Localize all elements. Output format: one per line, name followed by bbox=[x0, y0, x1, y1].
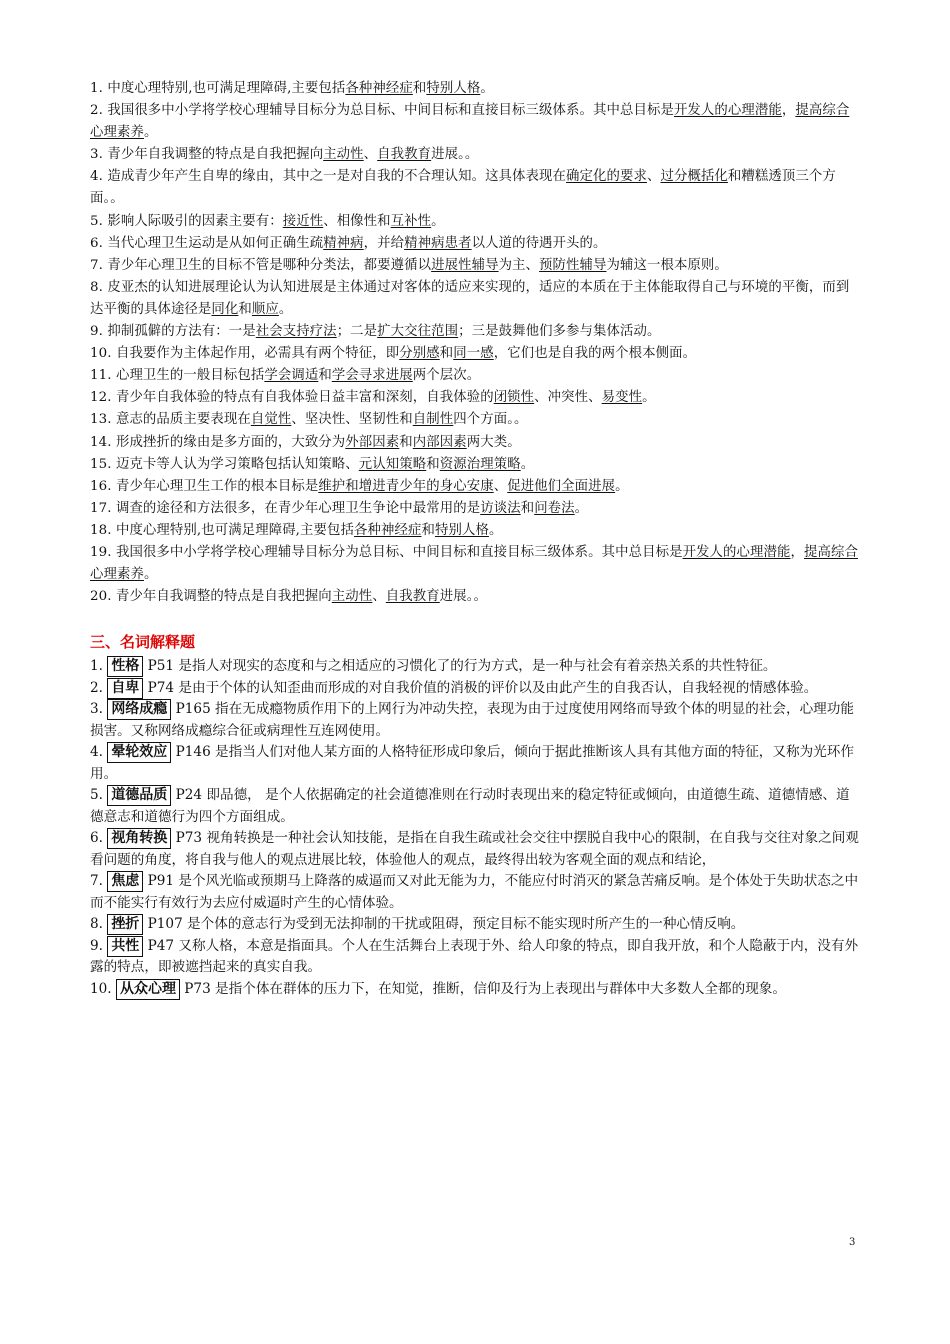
answer-underlined: 外部因素 bbox=[345, 434, 400, 450]
answer-underlined: 过分概括化 bbox=[660, 169, 728, 185]
document-page bbox=[90, 78, 860, 1000]
answer-underlined: 分别感 bbox=[399, 346, 440, 362]
definition-number: 7. bbox=[90, 873, 103, 890]
definition-text: P51 是指人对现实的态度和与之相适应的习惯化了的行为方式，是一种与社会有着亲热关系的共性特征。 bbox=[143, 658, 777, 675]
answer-underlined: 提高综合心理素养 bbox=[90, 103, 850, 141]
definition-term: 晕轮效应 bbox=[107, 742, 171, 763]
item-text: ，它们也是自我的两个根本侧面。 bbox=[493, 346, 697, 362]
item-text: 18. 中度心理特别,也可满足理障碍,主要包括 bbox=[90, 522, 355, 538]
definition-item bbox=[90, 656, 860, 678]
answer-underlined: 促进他们全面进展 bbox=[507, 478, 616, 494]
fill-item bbox=[90, 476, 860, 498]
item-text: 7. 青少年心理卫生的目标不管是哪种分类法，都要遵循以 bbox=[90, 257, 432, 273]
item-text: 、坚决性、坚韧性和 bbox=[291, 412, 413, 428]
item-text: 、 bbox=[646, 169, 661, 185]
definition-number: 5. bbox=[90, 787, 103, 804]
definition-term: 挫折 bbox=[107, 914, 143, 935]
item-text: 、 bbox=[372, 589, 386, 605]
item-text: 2. 我国很多中小学将学校心理辅导目标分为总目标、中间目标和直接目标三级体系。其中总目标是 bbox=[90, 103, 674, 119]
fill-item bbox=[90, 277, 860, 321]
answer-underlined: 易变性 bbox=[601, 390, 643, 406]
page-number: 3 bbox=[849, 1237, 856, 1248]
answer-underlined: 自我教育 bbox=[377, 147, 432, 163]
answer-underlined: 开发人的心理潜能 bbox=[673, 103, 782, 119]
answer-underlined: 接近性 bbox=[282, 213, 324, 229]
item-text: 13. 意志的品质主要表现在 bbox=[90, 412, 251, 428]
definition-item bbox=[90, 979, 860, 1001]
answer-underlined: 扩大交往范围 bbox=[377, 324, 459, 340]
definition-term: 共性 bbox=[107, 936, 143, 957]
fill-item bbox=[90, 255, 860, 277]
answer-underlined: 问卷法 bbox=[534, 500, 575, 516]
fill-item bbox=[90, 498, 860, 520]
definition-item bbox=[90, 699, 860, 742]
item-text: 6. 当代心理卫生运动是从如何正确生疏 bbox=[90, 235, 324, 251]
item-text: 。 bbox=[615, 478, 629, 494]
answer-underlined: 自我教育 bbox=[385, 589, 440, 605]
item-text: 和 bbox=[426, 456, 440, 472]
definition-text: P73 视角转换是一种社会认知技能，是指在自我生疏或社会交往中摆脱自我中心的限制，在自我与交往对象之间观看问题的角度，将自我与他人的观点进展比较，体验他人的观点，最终得出较为客观全面的观点和结论， bbox=[90, 830, 859, 868]
answer-underlined: 互补性 bbox=[390, 213, 432, 229]
section-title: 三、名词解释题 bbox=[90, 633, 196, 652]
definition-term: 网络成瘾 bbox=[107, 699, 171, 720]
item-text: 1. 中度心理特别,也可满足理障碍,主要包括 bbox=[90, 81, 346, 96]
fill-item bbox=[90, 321, 860, 343]
item-text: 10. 自我要作为主体起作用，必需具有两个特征，即 bbox=[90, 346, 400, 362]
definition-number: 2. bbox=[90, 679, 103, 696]
answer-underlined: 内部因素 bbox=[412, 434, 467, 450]
definition-text: P107 是个体的意志行为受到无法抑制的干扰或阻碍，预定目标不能实现时所产生的一种心情反响。 bbox=[143, 916, 745, 933]
definition-number: 3. bbox=[90, 701, 103, 718]
answer-underlined: 各种神经症 bbox=[354, 522, 422, 538]
definition-item bbox=[90, 914, 860, 936]
answer-underlined: 同一感 bbox=[453, 346, 494, 362]
fill-item bbox=[90, 365, 860, 387]
item-text: 和 bbox=[412, 81, 427, 96]
definition-item bbox=[90, 828, 860, 871]
item-text: 进展。。 bbox=[439, 589, 488, 605]
answer-underlined: 资源治理策略 bbox=[439, 456, 521, 472]
item-text: 。 bbox=[642, 390, 656, 406]
item-text: 15. 迈克卡等人认为学习策略包括认知策略、 bbox=[90, 456, 359, 472]
definition-number: 1. bbox=[90, 658, 103, 675]
fill-item bbox=[90, 233, 860, 255]
item-text: 四个方面。。 bbox=[453, 412, 528, 428]
answer-underlined: 特别人格 bbox=[426, 81, 481, 96]
definition-text: P47 又称人格，本意是指面具。个人在生活舞台上表现于外、给人印象的特点，即自我开放，和个人隐蔽于内，没有外露的特点，即被遮挡起来的真实自我。 bbox=[90, 937, 859, 976]
item-text: ；三是鼓舞他们多参与集体活动。 bbox=[458, 324, 661, 340]
definition-item bbox=[90, 785, 860, 828]
answer-underlined: 自觉性 bbox=[250, 412, 292, 428]
answer-underlined: 自制性 bbox=[412, 412, 454, 428]
item-text: 、相像性和 bbox=[323, 213, 391, 229]
fill-item bbox=[90, 100, 860, 144]
answer-underlined: 主动性 bbox=[323, 147, 364, 163]
answer-underlined: 确定化的要求 bbox=[566, 169, 647, 185]
definition-text: P24 即品德， 是个人依据确定的社会道德准则在行动时表现出来的稳定特征或倾向，由道德生疏、道德情感、道德意志和道德行为四个方面组成。 bbox=[90, 787, 850, 825]
item-text: ，并给 bbox=[363, 235, 405, 251]
fill-item bbox=[90, 211, 860, 233]
definition-text: P165 指在无成瘾物质作用下的上网行为冲动失控，表现为由于过度使用网络而导致个体的明显的社会，心理功能损害。又称网络成瘾综合征或病理性互连网使用。 bbox=[90, 701, 854, 739]
answer-underlined: 元认知策略 bbox=[358, 456, 427, 472]
item-text: 以人道的待遇开头的。 bbox=[471, 235, 607, 251]
item-text: 20. 青少年自我调整的特点是自我把握向 bbox=[90, 589, 332, 605]
item-text: 。 bbox=[574, 500, 589, 516]
item-text: ；二是 bbox=[336, 324, 378, 340]
fill-item bbox=[90, 454, 860, 476]
item-text: 5. 影响人际吸引的因素主要有： bbox=[90, 213, 283, 229]
fill-item bbox=[90, 144, 860, 166]
answer-underlined: 访谈法 bbox=[480, 500, 521, 516]
definition-number: 8. bbox=[90, 916, 103, 933]
item-text: 为辅这一根本原则。 bbox=[606, 257, 728, 273]
fill-item bbox=[90, 78, 860, 100]
item-text: 和 bbox=[421, 522, 435, 538]
item-text: 两大类。 bbox=[466, 434, 521, 450]
fill-item bbox=[90, 432, 860, 454]
fill-item bbox=[90, 520, 860, 542]
answer-underlined: 开发人的心理潜能 bbox=[682, 544, 791, 560]
answer-underlined: 主动性 bbox=[331, 589, 373, 605]
answer-underlined: 提高综合心理素养 bbox=[90, 544, 858, 583]
answer-underlined: 精神病 bbox=[323, 235, 364, 251]
definition-text: P74 是由于个体的认知歪曲而形成的对自我价值的消极的评价以及由此产生的自我否认，自我轻视的情感体验。 bbox=[143, 679, 818, 696]
answer-underlined: 预防性辅导 bbox=[539, 257, 607, 273]
answer-underlined: 精神病患者 bbox=[404, 235, 472, 251]
item-text: 和 bbox=[520, 500, 535, 516]
fill-in-blank-list bbox=[90, 78, 860, 608]
definition-term: 视角转换 bbox=[107, 828, 171, 849]
item-text: 和糟糕透顶三个方面。。 bbox=[90, 169, 836, 207]
item-text: 。 bbox=[520, 456, 535, 472]
definition-item bbox=[90, 742, 860, 785]
item-text: ， bbox=[790, 544, 804, 560]
answer-underlined: 学会调适 bbox=[264, 368, 319, 384]
item-text: 和 bbox=[439, 346, 454, 362]
answer-underlined: 维护和增进青少年的身心安康 bbox=[318, 478, 494, 494]
item-text: 和 bbox=[318, 368, 332, 384]
fill-item bbox=[90, 387, 860, 409]
definition-text: P73 是指个体在群体的压力下，在知觉，推断，信仰及行为上表现出与群体中大多数人全都的现象。 bbox=[179, 980, 786, 997]
definition-term: 自卑 bbox=[107, 678, 143, 699]
fill-item bbox=[90, 409, 860, 431]
item-text: 进展。。 bbox=[431, 147, 479, 163]
item-text: 、冲突性、 bbox=[534, 390, 602, 406]
definition-number: 4. bbox=[90, 744, 103, 761]
item-text: 和 bbox=[399, 434, 413, 450]
item-text: 、 bbox=[493, 478, 508, 494]
fill-item bbox=[90, 166, 860, 210]
item-text: 、 bbox=[363, 147, 378, 163]
answer-underlined: 进展性辅导 bbox=[431, 257, 499, 273]
answer-underlined: 特别人格 bbox=[434, 522, 489, 538]
item-text: 为主、 bbox=[498, 257, 540, 273]
item-text: 12. 青少年自我体验的特点有自我体验日益丰富和深刻，自我体验的 bbox=[90, 390, 494, 406]
item-text: 14. 形成挫折的缘由是多方面的，大致分为 bbox=[90, 434, 346, 450]
definition-term: 焦虑 bbox=[107, 871, 143, 892]
fill-item bbox=[90, 343, 860, 365]
item-text: 16. 青少年心理卫生工作的根本目标是 bbox=[90, 478, 319, 494]
item-text: 19. 我国很多中小学将学校心理辅导目标分为总目标、中间目标和直接目标三级体系。其中总目标是 bbox=[90, 544, 683, 560]
definition-term: 道德品质 bbox=[107, 785, 171, 806]
item-text: 9. 抑制孤僻的方法有：一是 bbox=[90, 324, 256, 340]
item-text: 和 bbox=[238, 301, 252, 317]
definition-text: P146 是指当人们对他人某方面的人格特征形成印象后，倾向于据此推断该人具有其他方面的特征，又称为光环作用。 bbox=[90, 744, 854, 782]
item-text: 4. 造成青少年产生自卑的缘由，其中之一是对自我的不合理认知。这具体表现在 bbox=[90, 169, 567, 185]
item-text: 8. 皮亚杰的认知进展理论认为认知进展是主体通过对客体的适应来实现的，适应的本质在于主体能取得自己与环境的平衡，而到达平衡的具体途径是 bbox=[90, 279, 850, 317]
fill-item bbox=[90, 542, 860, 586]
answer-underlined: 顺应 bbox=[251, 301, 279, 317]
answer-underlined: 学会寻求进展 bbox=[331, 368, 413, 384]
definition-term: 性格 bbox=[107, 656, 143, 677]
definition-item bbox=[90, 936, 860, 979]
item-text: 11. 心理卫生的一般目标包括 bbox=[90, 368, 265, 384]
fill-item bbox=[90, 586, 860, 608]
definition-number: 6. bbox=[90, 830, 103, 847]
item-text: 两个层次。 bbox=[412, 368, 481, 384]
item-text: 。 bbox=[143, 567, 158, 583]
item-text: 17. 调查的途径和方法很多，在青少年心理卫生争论中最常用的是 bbox=[90, 500, 481, 516]
definition-item bbox=[90, 871, 860, 914]
definition-text: P91 是个风光临或预期马上降落的威逼而又对此无能为力，不能应付时消灭的紧急苦痛反响。是个体处于失助状态之中而不能实行有效行为去应付威逼时产生的心情体验。 bbox=[90, 873, 859, 911]
answer-underlined: 同化 bbox=[211, 301, 239, 317]
definition-list bbox=[90, 656, 860, 1000]
definition-item bbox=[90, 678, 860, 700]
definition-number: 10. bbox=[90, 980, 112, 997]
definition-term: 从众心理 bbox=[116, 979, 180, 1000]
definition-number: 9. bbox=[90, 937, 103, 954]
item-text: 。 bbox=[143, 125, 158, 141]
answer-underlined: 社会支持疗法 bbox=[255, 324, 337, 340]
item-text: 。 bbox=[480, 81, 494, 96]
item-text: 。 bbox=[278, 301, 293, 317]
item-text: 3. 青少年自我调整的特点是自我把握向 bbox=[90, 147, 324, 163]
answer-underlined: 各种神经症 bbox=[345, 81, 413, 96]
item-text: ， bbox=[781, 103, 796, 119]
answer-underlined: 闭锁性 bbox=[493, 390, 535, 406]
item-text: 。 bbox=[431, 213, 445, 229]
item-text: 。 bbox=[488, 522, 503, 538]
